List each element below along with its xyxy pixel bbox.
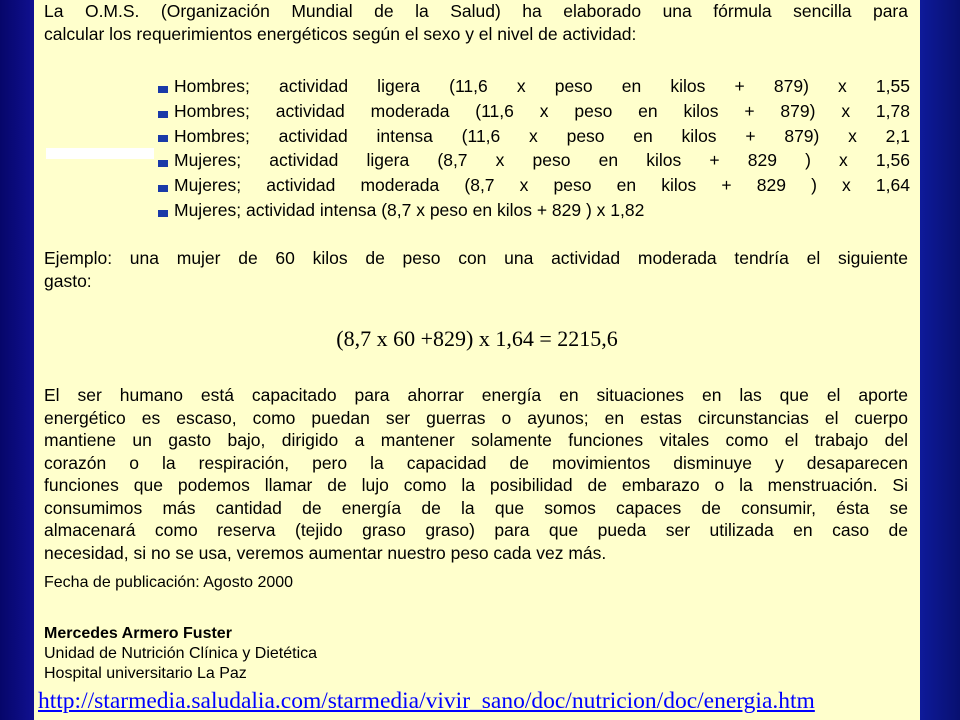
intro-line: calcular los requerimientos energéticos según el sexo y el nivel de actividad: <box>44 23 637 44</box>
example-line: Ejemplo: una mujer de 60 kilos de peso con una actividad moderada tendría el siguiente <box>44 248 908 268</box>
body-line: consumimos más cantidad de energía de la que somos capaces de consumir, ésta se <box>44 497 908 518</box>
square-bullet-icon <box>158 185 168 192</box>
author-block <box>44 624 317 684</box>
white-highlight-bar <box>46 148 154 159</box>
formula-text: Hombres; actividad moderada (11,6 x peso en kilos + 879) x 1,78 <box>174 100 910 121</box>
formula-text: Mujeres; actividad ligera (8,7 x peso en kilos + 829 ) x 1,56 <box>174 150 910 171</box>
author-name: Mercedes Armero Fuster <box>44 625 232 642</box>
formula-text: Hombres; actividad ligera (11,6 x peso en kilos + 879) x 1,55 <box>174 76 910 96</box>
list-item <box>158 99 910 124</box>
body-line: necesidad, si no se usa, veremos aumentar nuestro peso cada vez más. <box>44 542 607 563</box>
list-item <box>158 148 910 173</box>
square-bullet-icon <box>158 210 168 217</box>
body-paragraph <box>44 384 908 564</box>
intro-paragraph <box>44 0 908 45</box>
body-line: almacenará como reserva (tejido graso graso) para que pueda ser utilizada en caso de <box>44 520 908 540</box>
example-line: gasto: <box>44 270 92 291</box>
intro-line: La O.M.S. (Organización Mundial de la Salud) ha elaborado una fórmula sencilla para <box>44 1 908 21</box>
right-background <box>920 0 960 720</box>
source-link[interactable]: http://starmedia.saludalia.com/starmedia/vivir_sano/doc/nutricion/doc/energia.htm <box>38 688 815 714</box>
square-bullet-icon <box>158 160 168 167</box>
formula-text: Mujeres; actividad moderada (8,7 x peso en kilos + 829 ) x 1,64 <box>174 175 910 196</box>
formula-text: Mujeres; actividad intensa (8,7 x peso en kilos + 829 ) x 1,82 <box>174 199 645 220</box>
body-line: mantiene un gasto bajo, dirigido a mantener solamente funciones vitales como el trabajo del <box>44 430 908 450</box>
list-item <box>158 74 910 99</box>
square-bullet-icon <box>158 135 168 142</box>
body-line: funciones que podemos llamar de lujo como la posibilidad de embarazo o la menstruación. Si <box>44 475 908 495</box>
body-line: energético es escaso, como puedan ser guerras o ayunos; en estas circunstancias el cuerpo <box>44 407 908 428</box>
formula-text: Hombres; actividad intensa (11,6 x peso en kilos + 879) x 2,1 <box>174 125 910 146</box>
list-item <box>158 173 910 198</box>
author-hospital: Hospital universitario La Paz <box>44 665 247 682</box>
document-panel <box>34 0 920 720</box>
formula-list <box>158 74 910 223</box>
square-bullet-icon <box>158 86 168 93</box>
example-equation: (8,7 x 60 +829) x 1,64 = 2215,6 <box>336 326 618 351</box>
example-paragraph <box>44 247 908 292</box>
list-item <box>158 198 910 223</box>
publication-date: Fecha de publicación: Agosto 2000 <box>44 574 294 591</box>
body-line: El ser humano está capacitado para ahorrar energía en situaciones en las que el aporte <box>44 385 908 405</box>
author-unit: Unidad de Nutrición Clínica y Dietética <box>44 645 318 662</box>
left-background <box>0 0 34 720</box>
body-line: corazón o la respiración, pero la capacidad de movimientos disminuye y desaparecen <box>44 452 908 473</box>
list-item <box>158 124 910 149</box>
square-bullet-icon <box>158 111 168 118</box>
